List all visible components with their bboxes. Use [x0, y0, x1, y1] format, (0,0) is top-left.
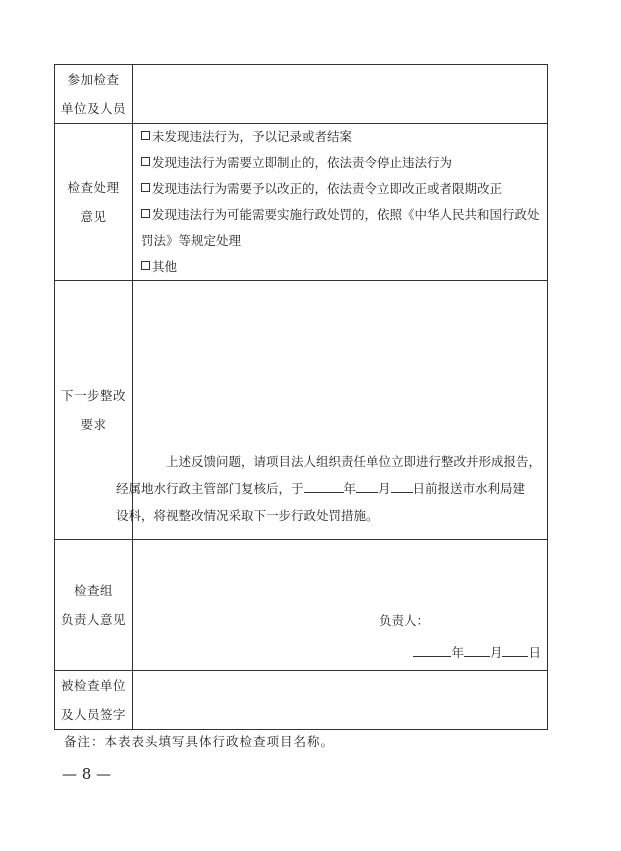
- option-no-violation[interactable]: 未发现违法行为，予以记录或者结案: [133, 124, 547, 150]
- page-number: — 8 —: [62, 765, 112, 783]
- row-inspected-signature: [55, 671, 548, 730]
- sign-month-blank[interactable]: [464, 644, 490, 657]
- rectification-paragraph: 上述反馈问题，请项目法人组织责任单位立即进行整改并形成报告， 经属地水行政主管部门复核后，于 年 月 日前报送市水利局建 设科，将视整改情况采取下一步行政处罚措施。: [116, 454, 542, 523]
- signer-label: 负责人：: [378, 613, 429, 628]
- option-correct-violation[interactable]: 发现违法行为需要予以改正的，依法责令立即改正或者限期改正: [133, 176, 547, 202]
- inspection-form-table: [54, 64, 548, 730]
- sign-date: 年 月 日: [133, 640, 547, 666]
- label-inspected-signature: 被检查单位 及人员签字: [55, 671, 133, 730]
- option-stop-violation[interactable]: 发现违法行为需要立即制止的，依法责令停止违法行为: [133, 150, 547, 176]
- label-leader-opinion: 检查组 负责人意见: [55, 540, 133, 671]
- participants-field[interactable]: [133, 65, 548, 124]
- deadline-month-blank[interactable]: [356, 480, 378, 493]
- row-participants: [55, 65, 548, 124]
- label-rectification: 下一步整改 要求: [55, 281, 133, 540]
- checkbox-icon[interactable]: [141, 183, 150, 192]
- option-administrative-penalty-cont: 罚法》等规定处理: [141, 233, 242, 248]
- inspected-signature-field[interactable]: [133, 671, 548, 730]
- checkbox-icon[interactable]: [141, 131, 150, 140]
- form-note: 备注：本表表头填写具体行政检查项目名称。: [64, 734, 335, 749]
- row-rectification: [55, 281, 548, 540]
- checkbox-icon[interactable]: [141, 157, 150, 166]
- sign-year-blank[interactable]: [413, 644, 451, 657]
- rectification-requirements: [116, 281, 548, 540]
- checkbox-icon[interactable]: [141, 209, 150, 218]
- leader-opinion-field[interactable]: [133, 540, 548, 671]
- row-opinion: [55, 124, 548, 281]
- label-participants: 参加检查 单位及人员: [55, 65, 133, 124]
- option-other[interactable]: 其他: [133, 254, 547, 280]
- checkbox-icon[interactable]: [141, 261, 150, 270]
- opinion-options: [133, 124, 548, 281]
- label-opinion: 检查处理 意见: [55, 124, 133, 281]
- deadline-year-blank[interactable]: [304, 480, 344, 493]
- row-leader-opinion: [55, 540, 548, 671]
- deadline-day-blank[interactable]: [391, 480, 413, 493]
- option-administrative-penalty[interactable]: 发现违法行为可能需要实施行政处罚的，依照《中华人民共和国行政处: [133, 202, 547, 228]
- sign-day-blank[interactable]: [502, 644, 528, 657]
